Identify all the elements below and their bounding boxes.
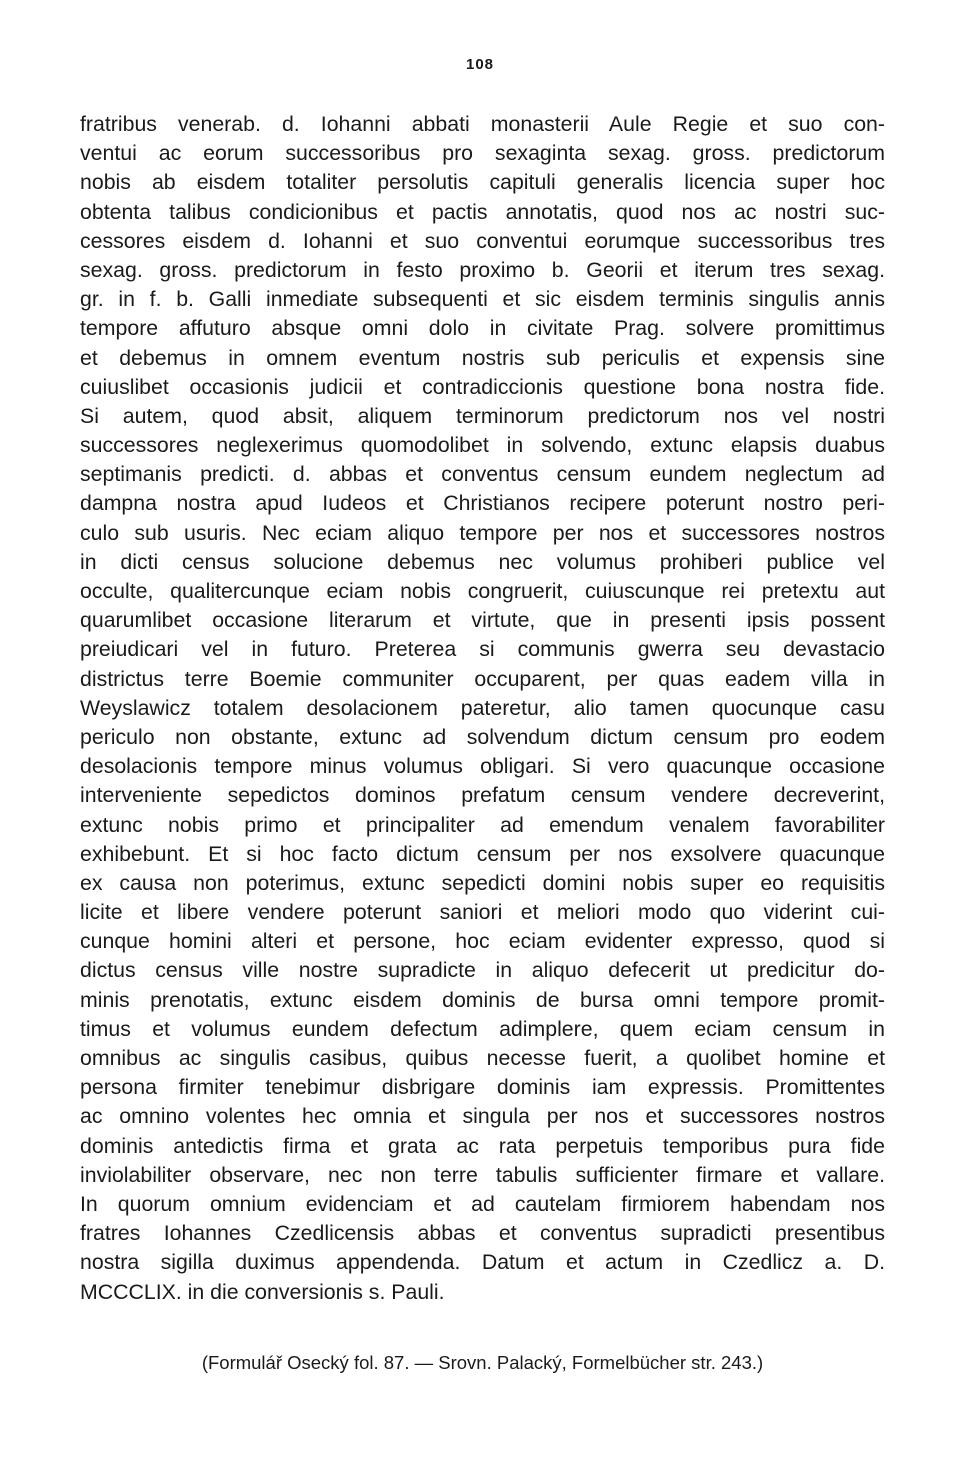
text-line: interveniente sepedictos dominos prefatum censum vendere decreverint,: [80, 783, 885, 808]
text-line: periculo non obstante, extunc ad solvendum dictum censum pro eodem: [80, 724, 885, 749]
text-line: nostra sigilla duximus appendenda. Datum et actum in Czedlicz a. D.: [80, 1250, 885, 1275]
text-line: nobis ab eisdem totaliter persolutis capituli generalis licencia super hoc: [80, 170, 885, 195]
text-line: dominis antedictis firma et grata ac rata perpetuis temporibus pura fide: [80, 1133, 885, 1158]
source-citation: (Formulář Osecký fol. 87. — Srovn. Palacký, Formelbücher str. 243.): [201, 1352, 764, 1373]
text-line: dictus census ville nostre supradicte in aliquo defecerit ut predicitur do-: [80, 958, 885, 983]
text-line: exhibebunt. Et si hoc facto dictum censum per nos exsolvere quacunque: [80, 841, 885, 866]
text-line: Si autem, quod absit, aliquem terminorum predictorum nos vel nostri: [80, 403, 885, 428]
text-line: timus et volumus eundem defectum adimplere, quem eciam censum in: [80, 1016, 885, 1041]
text-line: tempore affuturo absque omni dolo in civitate Prag. solvere promittimus: [80, 316, 885, 341]
text-line: persona firmiter tenebimur disbrigare dominis iam expressis. Promittentes: [80, 1075, 885, 1100]
text-line: minis prenotatis, extunc eisdem dominis de bursa omni tempore promit-: [80, 987, 885, 1012]
text-line: in dicti census solucione debemus nec volumus prohiberi publice vel: [80, 549, 885, 574]
text-line: ex causa non poterimus, extunc sepedicti domini nobis super eo requisitis: [80, 870, 885, 895]
body-text: [80, 110, 885, 1307]
text-line: occulte, qualitercunque eciam nobis congruerit, cuiuscunque rei pretextu aut: [80, 579, 885, 603]
text-line: preiudicari vel in futuro. Preterea si communis gwerra seu devastacio: [80, 637, 885, 662]
text-line: extunc nobis primo et principaliter ad emendum venalem favorabiliter: [80, 812, 885, 837]
text-line: culo sub usuris. Nec eciam aliquo tempore per nos et successores nostros: [80, 520, 885, 545]
text-line: ac omnino volentes hec omnia et singula per nos et successores nostros: [80, 1104, 885, 1129]
text-line: septimanis predicti. d. abbas et conventus censum eundem neglectum ad: [80, 462, 885, 487]
text-line: cessores eisdem d. Iohanni et suo conventui eorumque successoribus tres: [80, 228, 885, 253]
text-line: obtenta talibus condicionibus et pactis annotatis, quod nos ac nostri suc-: [80, 199, 885, 224]
text-line: Weyslawicz totalem desolacionem pateretur, alio tamen quocunque casu: [80, 695, 885, 720]
text-line: In quorum omnium evidenciam et ad cautelam firmiorem habendam nos: [80, 1191, 885, 1216]
text-line: inviolabiliter observare, nec non terre tabulis sufficienter firmare et vallare.: [80, 1162, 885, 1187]
text-line: dampna nostra apud Iudeos et Christianos recipere poterunt nostro peri-: [80, 491, 885, 516]
page-number: 108: [465, 56, 495, 73]
text-line: fratribus venerab. d. Iohanni abbati monasterii Aule Regie et suo con-: [80, 112, 885, 136]
text-line: districtus terre Boemie communiter occuparent, per quas eadem villa in: [80, 666, 885, 691]
text-line: successores neglexerimus quomodolibet in solvendo, extunc elapsis duabus: [80, 433, 885, 458]
text-line: ventui ac eorum successoribus pro sexaginta sexag. gross. predictorum: [80, 141, 885, 166]
text-line: sexag. gross. predictorum in festo proximo b. Georii et iterum tres sexag.: [80, 257, 885, 282]
text-line-last: MCCCLIX. in die conversionis s. Pauli.: [80, 1279, 445, 1304]
text-line: desolacionis tempore minus volumus obligari. Si vero quacunque occasione: [80, 754, 885, 779]
text-line: et debemus in omnem eventum nostris sub periculis et expensis sine: [80, 345, 885, 370]
text-line: fratres Iohannes Czedlicensis abbas et conventus supradicti presentibus: [80, 1221, 885, 1246]
text-line: licite et libere vendere poterunt saniori et meliori modo quo viderint cui-: [80, 900, 885, 925]
text-line: quarumlibet occasione literarum et virtute, que in presenti ipsis possent: [80, 608, 885, 633]
text-line: gr. in f. b. Galli inmediate subsequenti et sic eisdem terminis singulis annis: [80, 287, 885, 312]
text-line: omnibus ac singulis casibus, quibus necesse fuerit, a quolibet homine et: [80, 1046, 885, 1070]
text-line: cuiuslibet occasionis judicii et contradiccionis questione bona nostra fide.: [80, 374, 885, 399]
text-line: cunque homini alteri et persone, hoc eciam evidenter expresso, quod si: [80, 929, 885, 954]
